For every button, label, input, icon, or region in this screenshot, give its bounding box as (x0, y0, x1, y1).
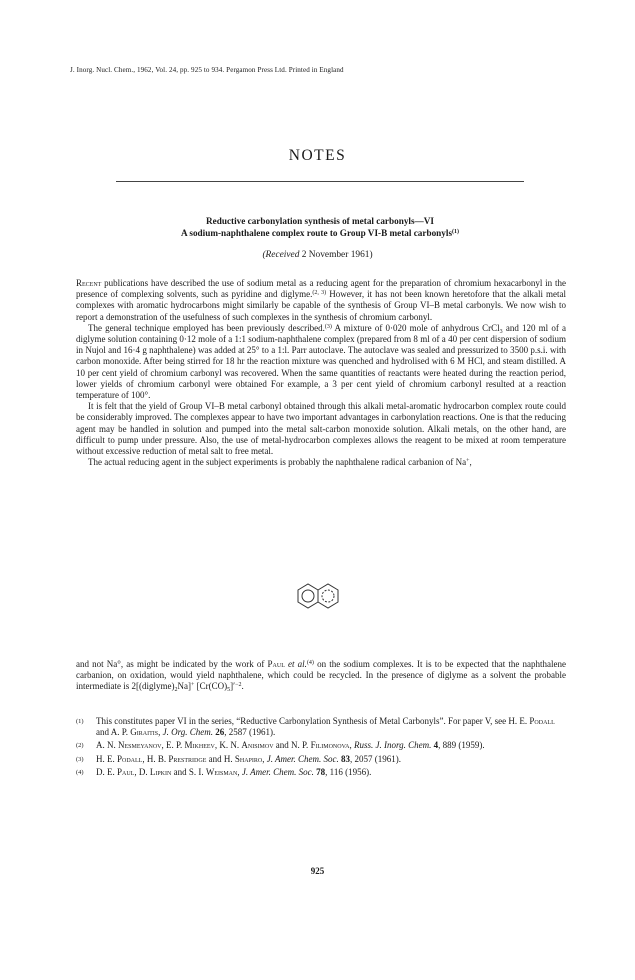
paragraph-2: The general technique employed has been previously described.$^{(3)}$ A mixture of 0·020 mole of anhydrous CrCl$_3$ and 120 ml of a diglyme solution containing 0·12 mole of a 1:1 sodium-naphthalene complex (prepared from 8 ml of a 40 per cent dispersion of sodium in Nujol and 16·4 g naphthalene) was added at 25° to a 1:l. Parr autoclave. The autoclave was sealed and pressurized to 3500 p.s.i. with carbon monoxide. After being stirred for 18 hr the reaction mixture was quenched and hydrolised with 6 M HCl, and steam distilled. A 10 per cent yield of chromium carbonyl was recovered. When the same quantities of reactants were heated during the reaction period, lower yields of chromium carbonyl were obtained For example, a 3 per cent yield of chromium carbonyl resulted at a reaction temperature of 100°. (76, 322, 566, 401)
article-title (60, 215, 580, 239)
citation-2-3[interactable]: (2, 3) (312, 290, 327, 297)
footnote-number: (2) (76, 742, 84, 750)
received-date (0, 250, 635, 260)
journal-citation-line: J. Inorg. Nucl. Chem., 1962, Vol. 24, pp. 925 to 934. Pergamon Press Ltd. Printed in England (70, 66, 344, 74)
received-day-month: 2 November (301, 250, 349, 260)
received-year: 1961) (350, 250, 373, 260)
citation-3[interactable]: (3) (324, 323, 332, 330)
footnote-number: (1) (76, 718, 84, 725)
footnote-2: (2) A. N. Nesmeyanov, E. P. Mikheev, K. N. Anisimov and N. P. Filimonova, Russ. J. Inorg. Chem. 4, 889 (1959). (76, 740, 485, 751)
paragraph-4: The actual reducing agent in the subject experiments is probably the naphthalene radical carbanion of Na+, (88, 457, 472, 468)
paragraph-1: Recent publications have described the use of sodium metal as a reducing agent for the preparation of chromium hexacarbonyl in the presence of complexing solvents, such as pyridine and diglyme.$^{(2, 3)}$ However, it has not been known heretofore that the alkali metal complexes with aromatic hydrocarbons might similarly be capable of the synthesis of Group VI–B metal carbonyls. We now wish to report a demonstration of the usefulness of such complexes in the synthesis of chromium carbonyl. (76, 278, 566, 322)
footnote-3: (3) H. E. Podall, H. B. Prestridge and H. Shapiro, J. Amer. Chem. Soc. 83, 2057 (1961). (76, 753, 402, 764)
title-footnote-ref[interactable]: (1) (452, 229, 460, 235)
footnote-number: (4) (76, 768, 84, 776)
footnote-1: (1) This constitutes paper VI in the series, “Reductive Carbonylation Synthesis of Metal Carbonyls”. For paper V, see H. E. Podall and A. P. Giraitis, J. Org. Chem. 26, 2587 (1961). (76, 716, 555, 738)
footnotes (76, 716, 566, 780)
footnote-4: (4) D. E. Paul, D. Lipkin and S. I. Weisman, J. Amer. Chem. Soc. 78, 116 (1956). (76, 766, 372, 777)
heading-rule (116, 181, 524, 182)
page-number: 925 (310, 866, 325, 876)
received-prefix: (Received (262, 250, 300, 260)
paragraph-5: and not Na°, as might be indicated by the work of Paul et al.$^{(4)}$ on the sodium complexes. It is to be expected that the naphthalene carbanion, on oxidation, would yield naphthalene, which could be recycled. In the presence of diglyme as a solvent the probable intermediate is $2[(diglyme)_2Na]^+$ $[Cr(CO)_5]'^{-2}$. (76, 659, 566, 694)
title-line-2-text: A sodium-naphthalene complex route to Group VI-B metal carbonyls (180, 228, 453, 238)
section-heading: NOTES (288, 147, 347, 164)
paragraph-3: It is felt that the yield of Group VI–B metal carbonyl obtained through this alkali metal-aromatic hydrocarbon complex route could be considerably improved. The complexes appear to have two important advantages in carbonylation reactions. One is that the reducing agent may be handled in solution and pumped into the metal salt-carbon monoxide solution. Alkali metals, on the other hand, are difficult to pump under pressure. Also, the use of metal-hydrocarbon complexes allows the reagent to be mixed at room temperature without excessive reduction of metal salt to free metal. (76, 401, 566, 457)
citation-4[interactable]: (4) (306, 660, 314, 666)
naphthalene-structure-icon (290, 572, 350, 622)
article-body-continued (76, 659, 566, 693)
p1-lead: Recent (76, 278, 102, 288)
footnote-number: (3) (76, 755, 84, 763)
article-body (76, 278, 566, 468)
title-line-1: Reductive carbonylation synthesis of metal carbonyls—VI (206, 216, 434, 226)
title-line-2 (60, 227, 580, 239)
